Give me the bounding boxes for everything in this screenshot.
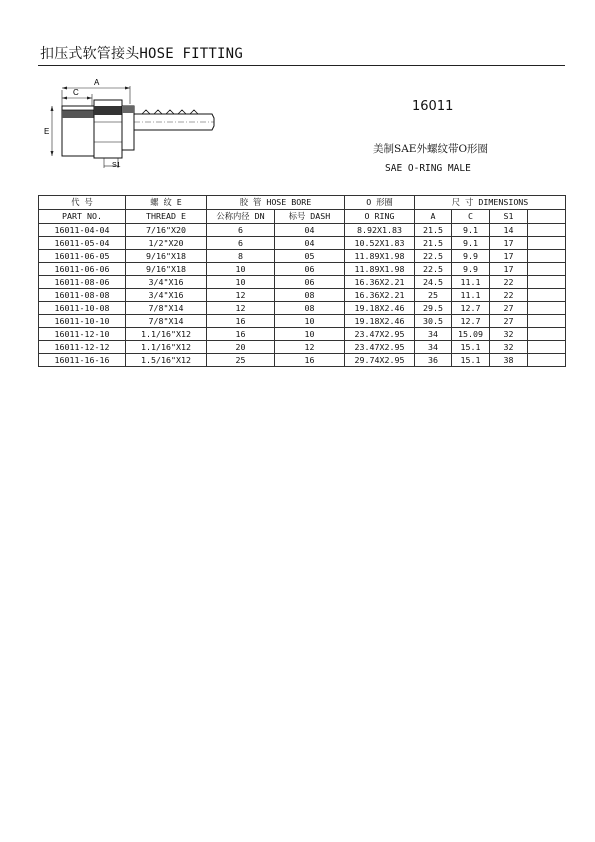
cell-empty <box>528 276 566 289</box>
cell-dash: 12 <box>275 341 345 354</box>
cell-thread: 1.5/16"X12 <box>126 354 207 367</box>
header-dn: 公称内径 DN <box>207 210 275 224</box>
cell-oring: 11.89X1.98 <box>345 263 415 276</box>
cell-oring: 16.36X2.21 <box>345 289 415 302</box>
title-divider <box>38 65 565 66</box>
cell-dash: 04 <box>275 237 345 250</box>
cell-s1: 22 <box>490 289 528 302</box>
cell-part: 16011-16-16 <box>39 354 126 367</box>
table-row <box>39 237 566 250</box>
table-header-row-2 <box>39 210 566 224</box>
cell-dash: 04 <box>275 224 345 237</box>
cell-dn: 10 <box>207 263 275 276</box>
header-empty <box>528 210 566 224</box>
header-hose-bore: 胶 管 HOSE BORE <box>207 196 345 210</box>
cell-c: 9.1 <box>452 237 490 250</box>
cell-a: 34 <box>415 328 452 341</box>
cell-s1: 17 <box>490 250 528 263</box>
cell-dn: 25 <box>207 354 275 367</box>
table-row <box>39 250 566 263</box>
fitting-drawing <box>42 76 232 176</box>
cell-empty <box>528 250 566 263</box>
table-row <box>39 354 566 367</box>
cell-c: 15.09 <box>452 328 490 341</box>
cell-dn: 6 <box>207 224 275 237</box>
cell-empty <box>528 237 566 250</box>
cell-dn: 10 <box>207 276 275 289</box>
cell-c: 9.9 <box>452 263 490 276</box>
cell-a: 25 <box>415 289 452 302</box>
cell-dn: 20 <box>207 341 275 354</box>
cell-dash: 05 <box>275 250 345 263</box>
cell-oring: 23.47X2.95 <box>345 328 415 341</box>
cell-dash: 16 <box>275 354 345 367</box>
cell-c: 12.7 <box>452 315 490 328</box>
cell-part: 16011-05-04 <box>39 237 126 250</box>
table-row <box>39 276 566 289</box>
cell-dash: 08 <box>275 302 345 315</box>
cell-a: 29.5 <box>415 302 452 315</box>
cell-s1: 32 <box>490 341 528 354</box>
cell-c: 15.1 <box>452 341 490 354</box>
table-row <box>39 328 566 341</box>
table-row <box>39 341 566 354</box>
cell-c: 9.1 <box>452 224 490 237</box>
cell-dash: 10 <box>275 315 345 328</box>
cell-a: 30.5 <box>415 315 452 328</box>
cell-dn: 8 <box>207 250 275 263</box>
cell-thread: 3/4"X16 <box>126 289 207 302</box>
cell-thread: 1.1/16"X12 <box>126 341 207 354</box>
header-a: A <box>415 210 452 224</box>
table-row <box>39 263 566 276</box>
product-subtitle-en: SAE O-RING MALE <box>385 163 471 174</box>
cell-dn: 12 <box>207 289 275 302</box>
cell-a: 34 <box>415 341 452 354</box>
cell-s1: 17 <box>490 237 528 250</box>
dim-label-e: E <box>44 127 50 136</box>
cell-c: 11.1 <box>452 276 490 289</box>
cell-c: 12.7 <box>452 302 490 315</box>
cell-s1: 27 <box>490 302 528 315</box>
cell-s1: 27 <box>490 315 528 328</box>
table-header-row-1 <box>39 196 566 210</box>
cell-dash: 10 <box>275 328 345 341</box>
cell-s1: 38 <box>490 354 528 367</box>
spec-table <box>38 195 566 367</box>
cell-thread: 9/16"X18 <box>126 263 207 276</box>
cell-a: 22.5 <box>415 250 452 263</box>
table-row <box>39 302 566 315</box>
cell-dash: 08 <box>275 289 345 302</box>
cell-s1: 22 <box>490 276 528 289</box>
header-dash: 标号 DASH <box>275 210 345 224</box>
cell-dn: 6 <box>207 237 275 250</box>
cell-empty <box>528 315 566 328</box>
table-row <box>39 315 566 328</box>
cell-s1: 17 <box>490 263 528 276</box>
header-thread-cn: 螺 纹 E <box>126 196 207 210</box>
cell-dash: 06 <box>275 263 345 276</box>
cell-dn: 16 <box>207 328 275 341</box>
cell-oring: 11.89X1.98 <box>345 250 415 263</box>
header-oring: O RING <box>345 210 415 224</box>
cell-a: 24.5 <box>415 276 452 289</box>
cell-dn: 16 <box>207 315 275 328</box>
header-c: C <box>452 210 490 224</box>
cell-a: 21.5 <box>415 224 452 237</box>
cell-empty <box>528 328 566 341</box>
cell-empty <box>528 289 566 302</box>
cell-oring: 10.52X1.83 <box>345 237 415 250</box>
cell-thread: 7/8"X14 <box>126 302 207 315</box>
header-thread: THREAD E <box>126 210 207 224</box>
cell-c: 11.1 <box>452 289 490 302</box>
header-s1: S1 <box>490 210 528 224</box>
table-row <box>39 224 566 237</box>
cell-oring: 23.47X2.95 <box>345 341 415 354</box>
cell-a: 21.5 <box>415 237 452 250</box>
cell-part: 16011-08-08 <box>39 289 126 302</box>
dim-label-a: A <box>94 78 100 87</box>
dim-label-s1: S1 <box>112 162 121 169</box>
cell-empty <box>528 224 566 237</box>
cell-empty <box>528 341 566 354</box>
product-subtitle-cn: 美制SAE外螺纹带O形圈 <box>373 143 489 155</box>
cell-empty <box>528 263 566 276</box>
cell-dash: 06 <box>275 276 345 289</box>
product-code: 16011 <box>412 99 454 114</box>
cell-part: 16011-06-06 <box>39 263 126 276</box>
table-row <box>39 289 566 302</box>
cell-oring: 29.74X2.95 <box>345 354 415 367</box>
cell-s1: 14 <box>490 224 528 237</box>
cell-part: 16011-04-04 <box>39 224 126 237</box>
cell-oring: 8.92X1.83 <box>345 224 415 237</box>
cell-part: 16011-06-05 <box>39 250 126 263</box>
cell-dn: 12 <box>207 302 275 315</box>
dim-label-c: C <box>73 88 79 97</box>
cell-part: 16011-12-12 <box>39 341 126 354</box>
cell-s1: 32 <box>490 328 528 341</box>
header-part-no: PART NO. <box>39 210 126 224</box>
cell-thread: 1.1/16"X12 <box>126 328 207 341</box>
cell-part: 16011-10-10 <box>39 315 126 328</box>
cell-oring: 19.18X2.46 <box>345 315 415 328</box>
cell-a: 36 <box>415 354 452 367</box>
cell-thread: 9/16"X18 <box>126 250 207 263</box>
cell-thread: 7/8"X14 <box>126 315 207 328</box>
cell-part: 16011-08-06 <box>39 276 126 289</box>
cell-a: 22.5 <box>415 263 452 276</box>
cell-c: 15.1 <box>452 354 490 367</box>
document-title: 扣压式软管接头HOSE FITTING <box>40 46 243 62</box>
header-oring-cn: O 形圈 <box>345 196 415 210</box>
cell-thread: 1/2"X20 <box>126 237 207 250</box>
header-code-cn: 代 号 <box>39 196 126 210</box>
cell-empty <box>528 354 566 367</box>
cell-empty <box>528 302 566 315</box>
cell-part: 16011-10-08 <box>39 302 126 315</box>
cell-thread: 3/4"X16 <box>126 276 207 289</box>
cell-oring: 16.36X2.21 <box>345 276 415 289</box>
cell-thread: 7/16"X20 <box>126 224 207 237</box>
cell-part: 16011-12-10 <box>39 328 126 341</box>
header-dimensions: 尺 寸 DIMENSIONS <box>415 196 566 210</box>
cell-c: 9.9 <box>452 250 490 263</box>
cell-oring: 19.18X2.46 <box>345 302 415 315</box>
